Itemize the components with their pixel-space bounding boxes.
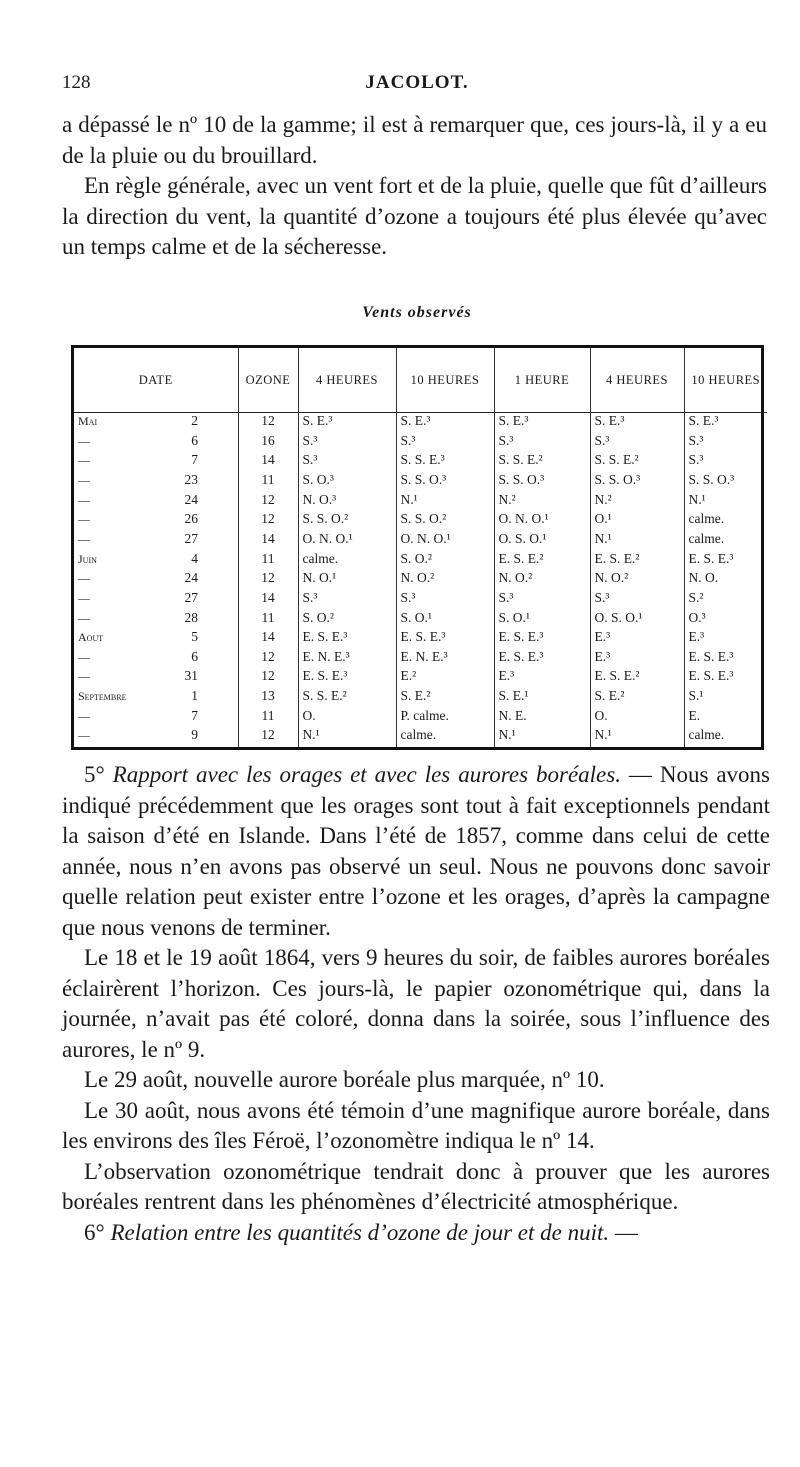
intro-paragraph-2: En règle générale, avec un vent fort et de la pluie, quelle que fût d’ailleurs la direction du vent, la quantité d’ozone a toujours été plus élevée qu’avec un temps calme et de la sécheresse. [62, 173, 767, 259]
wind-cell: S. E.³ [590, 413, 684, 433]
day-label: 5 [191, 629, 198, 645]
wind-cell: S.³ [684, 433, 767, 453]
date-cell [74, 433, 238, 453]
wind-cell: E. S. E.³ [684, 668, 767, 688]
body-text [62, 760, 770, 1248]
ozone-cell: 14 [238, 531, 298, 551]
section-5-title: Rapport avec les orages et avec les aurores boréales. [112, 762, 621, 787]
ozone-cell: 12 [238, 492, 298, 512]
wind-cell: N. O.³ [298, 492, 396, 512]
column-header: 1 HEURE [494, 348, 590, 413]
column-header: 10 HEURES [396, 348, 494, 413]
wind-cell: N.² [494, 492, 590, 512]
date-cell [74, 610, 238, 630]
wind-cell: E. S. E.² [494, 551, 590, 571]
wind-cell: S. O.¹ [494, 610, 590, 630]
wind-cell: S. E.³ [494, 413, 590, 433]
ozone-cell: 12 [238, 413, 298, 433]
wind-cell: N.¹ [494, 727, 590, 747]
wind-cell: N.¹ [684, 492, 767, 512]
day-label: 7 [191, 707, 198, 723]
wind-cell: S. E.³ [298, 413, 396, 433]
intro-text [62, 110, 767, 263]
wind-cell: S.³ [494, 433, 590, 453]
wind-cell: S. S. O.³ [396, 472, 494, 492]
wind-cell: O. S. O.¹ [590, 610, 684, 630]
wind-cell: S.³ [494, 590, 590, 610]
wind-cell: N. O.² [494, 570, 590, 590]
ozone-cell: 12 [238, 668, 298, 688]
wind-cell: O. N. O.¹ [298, 531, 396, 551]
table-row [74, 688, 767, 708]
day-label: 26 [184, 511, 198, 527]
wind-cell: E. S. E.³ [494, 629, 590, 649]
wind-cell: E. S. E.³ [396, 629, 494, 649]
wind-cell: S. O.² [298, 610, 396, 630]
wind-cell: N. O.¹ [298, 570, 396, 590]
date-cell [74, 668, 238, 688]
wind-cell: E. S. E.³ [684, 551, 767, 571]
wind-cell: E. S. E.³ [298, 668, 396, 688]
date-cell [74, 492, 238, 512]
month-label: Juin [78, 551, 97, 566]
wind-cell: S. O.¹ [396, 610, 494, 630]
wind-cell: S.¹ [684, 688, 767, 708]
section-6-number: 6° [84, 1219, 105, 1245]
wind-cell: P. calme. [396, 708, 494, 728]
ozone-cell: 11 [238, 708, 298, 728]
date-cell [74, 727, 238, 747]
wind-cell: S.³ [684, 452, 767, 472]
section-6-heading [62, 1218, 770, 1249]
day-label: 27 [184, 589, 198, 605]
wind-cell: S.³ [298, 433, 396, 453]
month-label: — [78, 512, 90, 527]
wind-cell: calme. [396, 727, 494, 747]
wind-cell: E. S. E.² [590, 668, 684, 688]
page-header [62, 72, 772, 102]
table-caption: Vents observés [362, 304, 472, 321]
month-label: Septembre [78, 689, 127, 704]
date-cell [74, 511, 238, 531]
date-cell [74, 413, 238, 433]
date-cell [74, 688, 238, 708]
paragraph-conclusion: L’observation ozonométrique tendrait donc à prouver que les aurores boréales rentrent dans les phénomènes d’électricité atmosphérique. [62, 1158, 770, 1214]
day-label: 31 [184, 668, 198, 684]
page-number: 128 [62, 72, 91, 93]
month-label: — [78, 473, 90, 488]
wind-cell: S. E.² [590, 688, 684, 708]
wind-cell: S. S. E.² [494, 452, 590, 472]
wind-cell: O. N. O.¹ [494, 511, 590, 531]
date-cell [74, 531, 238, 551]
wind-cell: O. [298, 708, 396, 728]
wind-cell: S. S. O.³ [590, 472, 684, 492]
paragraph-aurora-30: Le 30 août, nous avons été témoin d’une magnifique aurore boréale, dans les environs des îles Féroë, l’ozonomètre indiqua le nº 14. [62, 1097, 770, 1153]
wind-cell: calme. [684, 511, 767, 531]
wind-cell: E. S. E.³ [494, 649, 590, 669]
wind-cell: N. O.² [396, 570, 494, 590]
wind-cell: S. S. E.² [298, 688, 396, 708]
wind-cell: S. S. O.³ [494, 472, 590, 492]
date-cell [74, 551, 238, 571]
wind-cell: S. E.² [396, 688, 494, 708]
wind-cell: O.¹ [590, 511, 684, 531]
date-cell [74, 452, 238, 472]
wind-cell: E.³ [590, 649, 684, 669]
month-label: — [78, 708, 90, 723]
intro-paragraph-1: a dépassé le nº 10 de la gamme; il est à remarquer que, ces jours-là, il y a eu de la pluie ou du brouillard. [62, 112, 767, 168]
table-body [74, 413, 767, 748]
table-row [74, 708, 767, 728]
wind-cell: E.³ [684, 629, 767, 649]
wind-cell: N.¹ [396, 492, 494, 512]
wind-cell: E.² [396, 668, 494, 688]
month-label: Aout [78, 630, 104, 645]
wind-cell: E.³ [590, 629, 684, 649]
day-label: 9 [191, 727, 198, 743]
wind-cell: S. S. E.² [590, 452, 684, 472]
column-header: 10 HEURES [684, 348, 767, 413]
section-5-text: Nous avons indiqué précédemment que les orages sont tout à fait exceptionnels pendant la saison d’été en Islande. Dans l’été de 1857, comme dans celui de cette année, nous n’en avons pas observé un seul. Nous ne pouvons donc savoir quelle relation peut exister entre l’ozone et les orages, d’après la campagne que nous venons de terminer. [62, 762, 771, 940]
ozone-cell: 14 [238, 590, 298, 610]
table-row [74, 727, 767, 747]
table-row [74, 472, 767, 492]
day-label: 28 [184, 609, 198, 625]
day-label: 23 [184, 472, 198, 488]
paragraph-aurora-18-19: Le 18 et le 19 août 1864, vers 9 heures du soir, de faibles aurores boréales éclairèrent l’horizon. Ces jours-là, le papier ozonométrique qui, dans la journée, n’avait pas été coloré, donna dans la soirée, sous l’influence des aurores, le nº 9. [62, 945, 770, 1062]
month-label: Mai [78, 414, 98, 428]
ozone-cell: 12 [238, 511, 298, 531]
section-5-number: 5° [84, 762, 105, 787]
wind-cell: S.² [684, 590, 767, 610]
table-header-row [74, 348, 767, 413]
table-row [74, 610, 767, 630]
wind-cell: E. N. E.³ [298, 649, 396, 669]
day-label: 27 [184, 530, 198, 546]
month-label: — [78, 453, 90, 468]
wind-cell: S. O.² [396, 551, 494, 571]
date-cell [74, 472, 238, 492]
wind-cell: S. O.³ [298, 472, 396, 492]
date-cell [74, 649, 238, 669]
table-row [74, 668, 767, 688]
ozone-cell: 16 [238, 433, 298, 453]
ozone-cell: 13 [238, 688, 298, 708]
wind-cell: E. [684, 708, 767, 728]
wind-cell: O. [590, 708, 684, 728]
month-label: — [78, 433, 90, 448]
section-6-dash: — [609, 1219, 638, 1245]
wind-cell: calme. [684, 727, 767, 747]
table-row [74, 531, 767, 551]
month-label: — [78, 531, 90, 546]
column-header: 4 HEURES [298, 348, 396, 413]
wind-cell: N. O.² [590, 570, 684, 590]
wind-cell: calme. [684, 531, 767, 551]
day-label: 6 [191, 432, 198, 448]
wind-cell: N.¹ [590, 727, 684, 747]
day-label: 7 [191, 452, 198, 468]
ozone-cell: 14 [238, 452, 298, 472]
table-row [74, 452, 767, 472]
table-row [74, 649, 767, 669]
wind-cell: E. S. E.³ [684, 649, 767, 669]
month-label: — [78, 649, 90, 664]
wind-cell: E.³ [494, 668, 590, 688]
month-label: — [78, 728, 90, 743]
wind-cell: calme. [298, 551, 396, 571]
wind-cell: O.³ [684, 610, 767, 630]
day-label: 6 [191, 648, 198, 664]
wind-cell: S.³ [396, 433, 494, 453]
ozone-cell: 14 [238, 629, 298, 649]
running-head: JACOLOT. [365, 72, 469, 93]
wind-cell: S.³ [298, 452, 396, 472]
wind-cell: N. O. [684, 570, 767, 590]
wind-cell: S. E.³ [684, 413, 767, 433]
table-row [74, 590, 767, 610]
section-5-paragraph [62, 760, 770, 943]
table-row [74, 492, 767, 512]
ozone-cell: 11 [238, 472, 298, 492]
date-cell [74, 570, 238, 590]
ozone-cell: 12 [238, 570, 298, 590]
column-header: 4 HEURES [590, 348, 684, 413]
column-header: DATE [74, 348, 238, 413]
table-row [74, 629, 767, 649]
ozone-cell: 11 [238, 610, 298, 630]
wind-cell: E. S. E.² [590, 551, 684, 571]
month-label: — [78, 590, 90, 605]
day-label: 2 [191, 413, 198, 428]
wind-cell: O. N. O.¹ [396, 531, 494, 551]
section-5-dash: — [620, 762, 660, 787]
wind-cell: N. E. [494, 708, 590, 728]
wind-cell: S.³ [590, 433, 684, 453]
table-row [74, 511, 767, 531]
wind-cell: S.³ [298, 590, 396, 610]
wind-cell: S. E.¹ [494, 688, 590, 708]
month-label: — [78, 492, 90, 507]
date-cell [74, 590, 238, 610]
wind-cell: S. S. E.³ [396, 452, 494, 472]
wind-cell: S.³ [396, 590, 494, 610]
wind-cell: S. S. O.³ [684, 472, 767, 492]
wind-cell: N.¹ [590, 531, 684, 551]
table-row [74, 433, 767, 453]
wind-cell: S. E.³ [396, 413, 494, 433]
table-row [74, 413, 767, 433]
ozone-cell: 11 [238, 551, 298, 571]
wind-table [71, 345, 764, 750]
day-label: 4 [191, 550, 198, 566]
paragraph-aurora-29: Le 29 août, nouvelle aurore boréale plus marquée, nº 10. [84, 1067, 605, 1092]
day-label: 24 [184, 491, 198, 507]
date-cell [74, 708, 238, 728]
day-label: 1 [191, 688, 198, 704]
wind-cell: E. S. E.³ [298, 629, 396, 649]
wind-cell: S. S. O.² [298, 511, 396, 531]
table-row [74, 570, 767, 590]
month-label: — [78, 669, 90, 684]
wind-cell: O. S. O.¹ [494, 531, 590, 551]
column-header: OZONE [238, 348, 298, 413]
ozone-cell: 12 [238, 649, 298, 669]
ozone-cell: 12 [238, 727, 298, 747]
wind-cell: S. S. O.² [396, 511, 494, 531]
month-label: — [78, 610, 90, 625]
section-6-title: Relation entre les quantités d’ozone de jour et de nuit. [110, 1219, 610, 1245]
wind-cell: E. N. E.³ [396, 649, 494, 669]
day-label: 24 [184, 570, 198, 586]
table-row [74, 551, 767, 571]
wind-cell: N.¹ [298, 727, 396, 747]
date-cell [74, 629, 238, 649]
month-label: — [78, 571, 90, 586]
wind-cell: N.² [590, 492, 684, 512]
wind-cell: S.³ [590, 590, 684, 610]
